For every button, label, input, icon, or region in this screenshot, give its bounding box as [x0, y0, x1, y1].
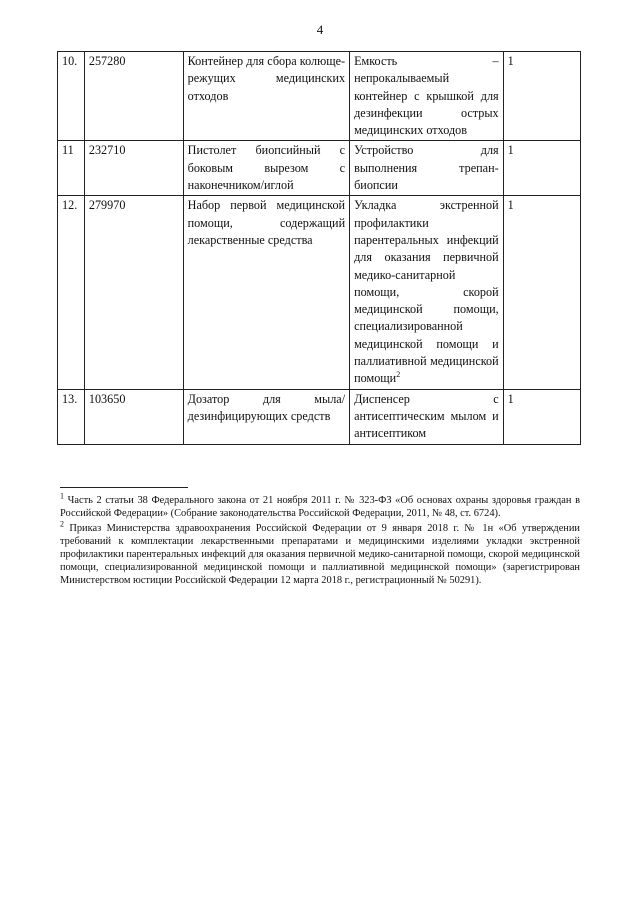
- item-name: Пистолет биопсийный с боковым вырезом с наконечником/иглой: [183, 141, 349, 196]
- item-description: [350, 52, 504, 141]
- row-number: 11: [58, 141, 85, 196]
- footnote-text: Часть 2 статьи 38 Федерального закона от 21 ноября 2011 г. № 323-ФЗ «Об основах охраны здоровья граждан в Российской Федерации» (Собрание законодательства Российской Федерации, 2011, № 48, ст. 6724).: [60, 495, 580, 519]
- item-description-text: Диспенсер с антисептическим мылом и антисептиком: [354, 391, 499, 441]
- item-code: 257280: [84, 52, 183, 141]
- item-description-text: Емкость – непрокалываемый контейнер с крышкой для дезинфекции острых медицинских отходов: [354, 54, 499, 138]
- table-row: [58, 389, 581, 444]
- table-row: [58, 196, 581, 389]
- item-quantity: 1: [503, 196, 580, 389]
- item-name: Контейнер для сбора колюще-режущих медицинских отходов: [183, 52, 349, 141]
- row-number: 13.: [58, 389, 85, 444]
- row-number: 12.: [58, 196, 85, 389]
- footnote-divider: [60, 487, 188, 488]
- item-name: Набор первой медицинской помощи, содержащий лекарственные средства: [183, 196, 349, 389]
- item-code: 279970: [84, 196, 183, 389]
- footnote: [60, 519, 580, 587]
- item-code: 232710: [84, 141, 183, 196]
- item-quantity: 1: [503, 141, 580, 196]
- item-description-text: Укладка экстренной профилактики парентеральных инфекций для оказания первичной медико-санитарной помощи, скорой медицинской помощи, специализированной медицинской помощи и паллиативной медицинской помощи: [354, 198, 499, 386]
- page-number: 4: [316, 22, 324, 37]
- footnote: [60, 491, 580, 520]
- footnote-text: Приказ Министерства здравоохранения Российской Федерации от 9 января 2018 г. № 1н «Об утверждении требований к комплектации лекарственными препаратами и медицинскими изделиями укладки экстренной профилактики парентеральных инфекций для оказания первичной медико-санитарной помощи, скорой медицинской помощи, специализированной медицинской помощи и паллиативной медицинской помощи» (зарегистрирован Министерством юстиции Российской Федерации 12 марта 2018 г., регистрационный № 50291).: [60, 523, 580, 586]
- equipment-table: [57, 51, 581, 445]
- footnotes: [60, 487, 580, 589]
- item-description-text: Устройство для выполнения трепан-биопсии: [354, 143, 499, 193]
- item-description: [350, 141, 504, 196]
- item-code: 103650: [84, 389, 183, 444]
- table-row: [58, 141, 581, 196]
- footnote-mark: 2: [60, 519, 64, 529]
- item-quantity: 1: [503, 52, 580, 141]
- item-description: [350, 389, 504, 444]
- item-description: [350, 196, 504, 389]
- footnote-reference: 2: [396, 370, 401, 380]
- item-name: Дозатор для мыла/ дезинфицирующих средств: [183, 389, 349, 444]
- footnote-mark: 1: [60, 491, 64, 501]
- row-number: 10.: [58, 52, 85, 141]
- item-quantity: 1: [503, 389, 580, 444]
- table-row: [58, 52, 581, 141]
